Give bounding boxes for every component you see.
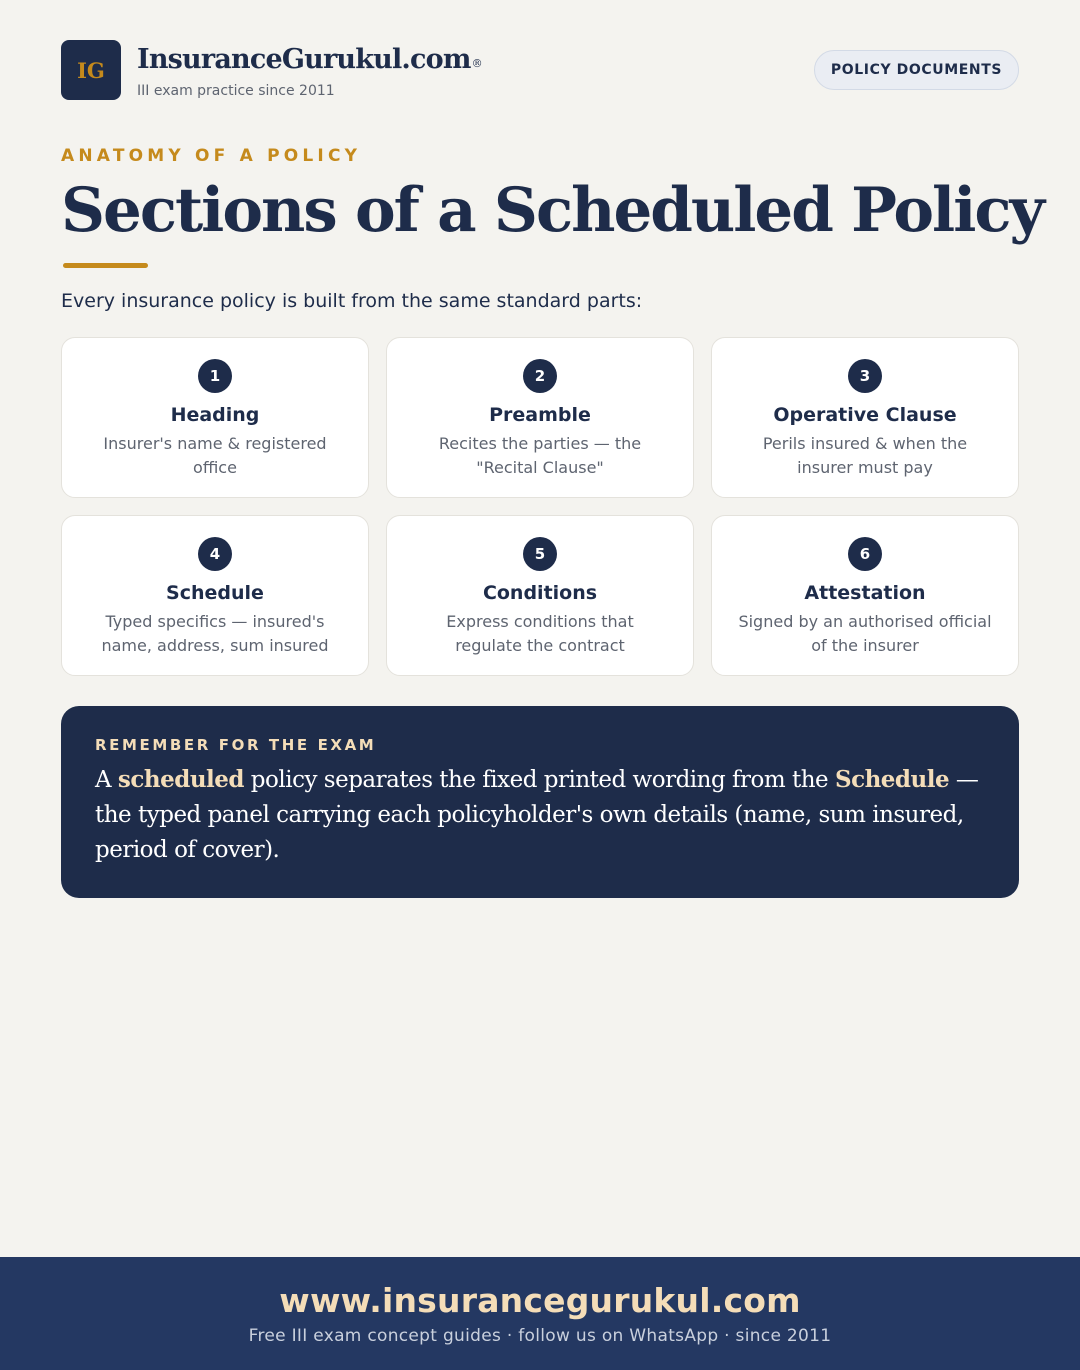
page-header bbox=[61, 40, 1019, 100]
section-number: 5 bbox=[523, 537, 557, 571]
brand bbox=[137, 42, 482, 99]
registered-mark: ® bbox=[471, 57, 482, 70]
section-number: 2 bbox=[523, 359, 557, 393]
brand-name bbox=[137, 42, 482, 78]
section-description: Recites the parties — the "Recital Clause" bbox=[438, 434, 642, 477]
page-footer bbox=[0, 1257, 1080, 1370]
logo-text: IG bbox=[77, 57, 105, 83]
callout-text-part: — the typed panel carrying each policyholder's own details (name, sum insured, period of cover). bbox=[95, 767, 979, 863]
section-title: Conditions bbox=[482, 582, 598, 604]
callout-highlight-scheduled: scheduled bbox=[117, 766, 244, 793]
brand-tagline: III exam practice since 2011 bbox=[137, 83, 335, 99]
callout-text-part: policy separates the fixed printed wording from the bbox=[244, 767, 835, 793]
eyebrow: ANATOMY OF A POLICY bbox=[61, 146, 362, 166]
logo bbox=[61, 40, 121, 100]
brand-name-text: InsuranceGurukul.com bbox=[137, 44, 471, 75]
section-number: 3 bbox=[848, 359, 882, 393]
section-title: Heading bbox=[170, 404, 260, 426]
category-badge: POLICY DOCUMENTS bbox=[814, 50, 1019, 90]
section-number: 6 bbox=[848, 537, 882, 571]
footer-subtitle: Free III exam concept guides · follow us on WhatsApp · since 2011 bbox=[248, 1326, 832, 1346]
callout-text bbox=[95, 762, 985, 868]
section-description: Insurer's name & registered office bbox=[103, 434, 327, 477]
lead-text: Every insurance policy is built from the same standard parts: bbox=[61, 290, 643, 312]
section-card-heading bbox=[61, 337, 369, 498]
footer-website-link[interactable]: www.insurancegurukul.com bbox=[279, 1281, 801, 1320]
section-number: 4 bbox=[198, 537, 232, 571]
callout-text-part: A bbox=[95, 767, 118, 793]
section-card-attestation bbox=[711, 515, 1019, 676]
section-description: Express conditions that regulate the contract bbox=[446, 612, 634, 655]
section-description: Typed specifics — insured's name, address, sum insured bbox=[101, 612, 329, 655]
section-title: Attestation bbox=[804, 582, 926, 604]
section-title: Schedule bbox=[166, 582, 264, 604]
section-card-preamble bbox=[386, 337, 694, 498]
title-underline bbox=[63, 263, 148, 268]
section-card-operative-clause bbox=[711, 337, 1019, 498]
section-title: Preamble bbox=[489, 404, 591, 426]
section-number: 1 bbox=[198, 359, 232, 393]
section-description: Perils insured & when the insurer must pay bbox=[762, 434, 968, 477]
exam-callout bbox=[61, 706, 1019, 898]
page-title: Sections of a Scheduled Policy bbox=[61, 175, 1043, 246]
callout-label: REMEMBER FOR THE EXAM bbox=[95, 736, 377, 754]
section-description: Signed by an authorised official of the insurer bbox=[738, 612, 992, 655]
section-title: Operative Clause bbox=[773, 404, 957, 426]
section-card-conditions bbox=[386, 515, 694, 676]
callout-highlight-schedule: Schedule bbox=[834, 766, 950, 793]
section-card-schedule bbox=[61, 515, 369, 676]
